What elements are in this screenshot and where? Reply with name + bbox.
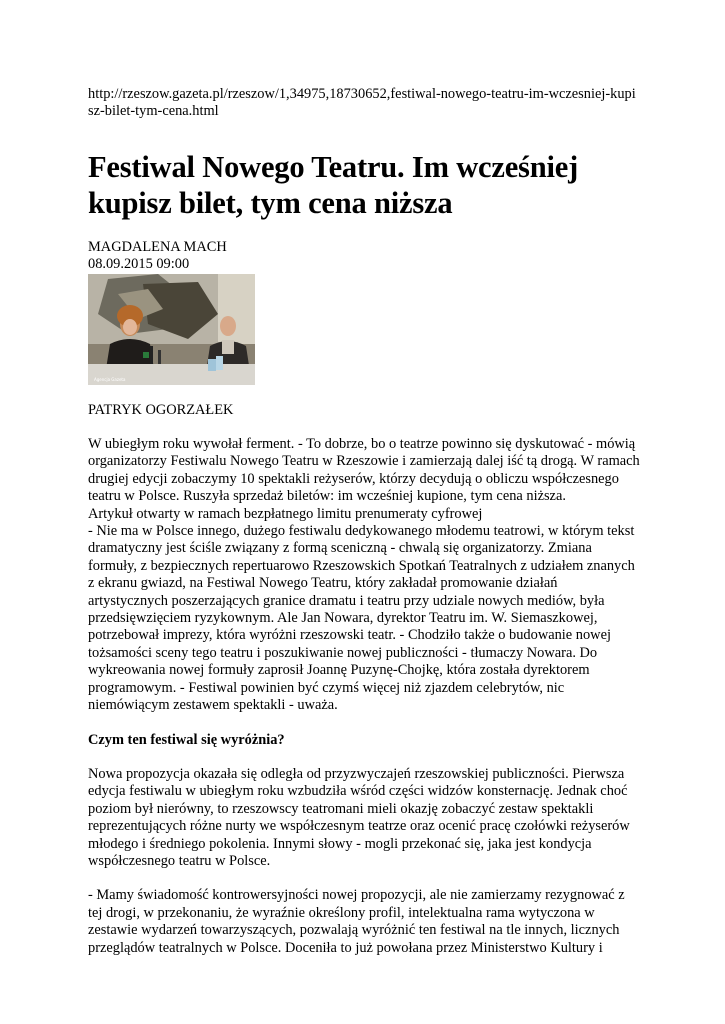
article-title: Festiwal Nowego Teatru. Im wcześniej kupisz bilet, tym cena niższa (88, 150, 579, 220)
svg-text:Agencja Gazeta: Agencja Gazeta (94, 377, 126, 382)
photo-credit: PATRYK OGORZAŁEK (88, 402, 234, 418)
press-conference-photo (88, 274, 255, 385)
article-photo (88, 274, 255, 385)
article-date: 08.09.2015 09:00 (88, 255, 190, 272)
article-subheading: Czym ten festiwal się wyróżnia? (88, 731, 285, 748)
article-lead: W ubiegłym roku wywołał ferment. - To dobrze, bo o teatrze powinno się dyskutować - mówią organizatorzy Festiwalu Nowego Teatru w Rzeszowie i zamierzają dalej iść tą drogą. W ramach drugiej edycji zobaczymy 10 spektakli reżyserów, którzy decydują o obliczu współczesnego teatru w Polsce. Ruszyła sprzedaż biletów: im wcześniej kupione, tym cena niższa. (88, 436, 640, 505)
paywall-note: Artykuł otwarty w ramach bezpłatnego limitu prenumeraty cyfrowej (88, 505, 483, 522)
document-page (88, 86, 640, 957)
article-paragraph: - Nie ma w Polsce innego, dużego festiwalu dedykowanego młodemu teatrowi, w którym tekst dramatyczny jest ściśle związany z formą sceniczną - chwalą się organizatorzy. Zmiana formuły, z bezpiecznych repertuarowo Rzeszowskich Spotkań Teatralnych z udziałem znanych z ekranu gwiazd, na Festiwal Nowego Teatru, który zakładał promowanie działań artystycznych poszerzających granice dramatu i teatru przy udziale nowych mediów, była przedsięwzięciem ryzykownym. Ale Jan Nowara, dyrektor Teatru im. W. Siemaszkowej, potrzebował imprezy, która wyróżni rzeszowski teatr. - Chodziło także o budowanie nowej tożsamości sceny tego teatru i poszukiwanie nowej publiczności - tłumaczy Nowara. Do wykreowania nowej formuły zaprosił Joannę Puzynę-Chojkę, która została dyrektorem programowym. - Festiwal powinien być czymś więcej niż zjazdem celebrytów, nic niemówiącym zestawem spektakli - uważa. (88, 523, 635, 714)
source-url[interactable]: http://rzeszow.gazeta.pl/rzeszow/1,34975,18730652,festiwal-nowego-teatru-im-wczesniej-kupisz-bilet-tym-cena.html (88, 86, 636, 119)
article-paragraph: Nowa propozycja okazała się odległa od przyzwyczajeń rzeszowskiej publiczności. Pierwsza edycja festiwalu w ubiegłym roku wzbudziła wśród części widzów konsternację. Jednak choć poziom był nierówny, to rzeszowscy teatromani mieli okazję zobaczyć zestaw spektakli reprezentujących różne nurty we współczesnym teatrze oraz ocenić pracę czołówki reżyserów młodego i średniego pokolenia. Innymi słowy - mogli przekonać się, jaka jest kondycja współczesnego teatru w Polsce. (88, 765, 630, 869)
article-paragraph: - Mamy świadomość kontrowersyjności nowej propozycji, ale nie zamierzamy rezygnować z tej drogi, w przekonaniu, że wyraźnie określony profil, intelektualna rama wytyczona w zestawie wydarzeń towarzyszących, pozwalają wyróżnić ten festiwal na tle innych, licznych przeglądów teatralnych w Polsce. Doceniła to już powołana przez Ministerstwo Kultury i (88, 887, 625, 956)
article-author: MAGDALENA MACH (88, 239, 227, 255)
